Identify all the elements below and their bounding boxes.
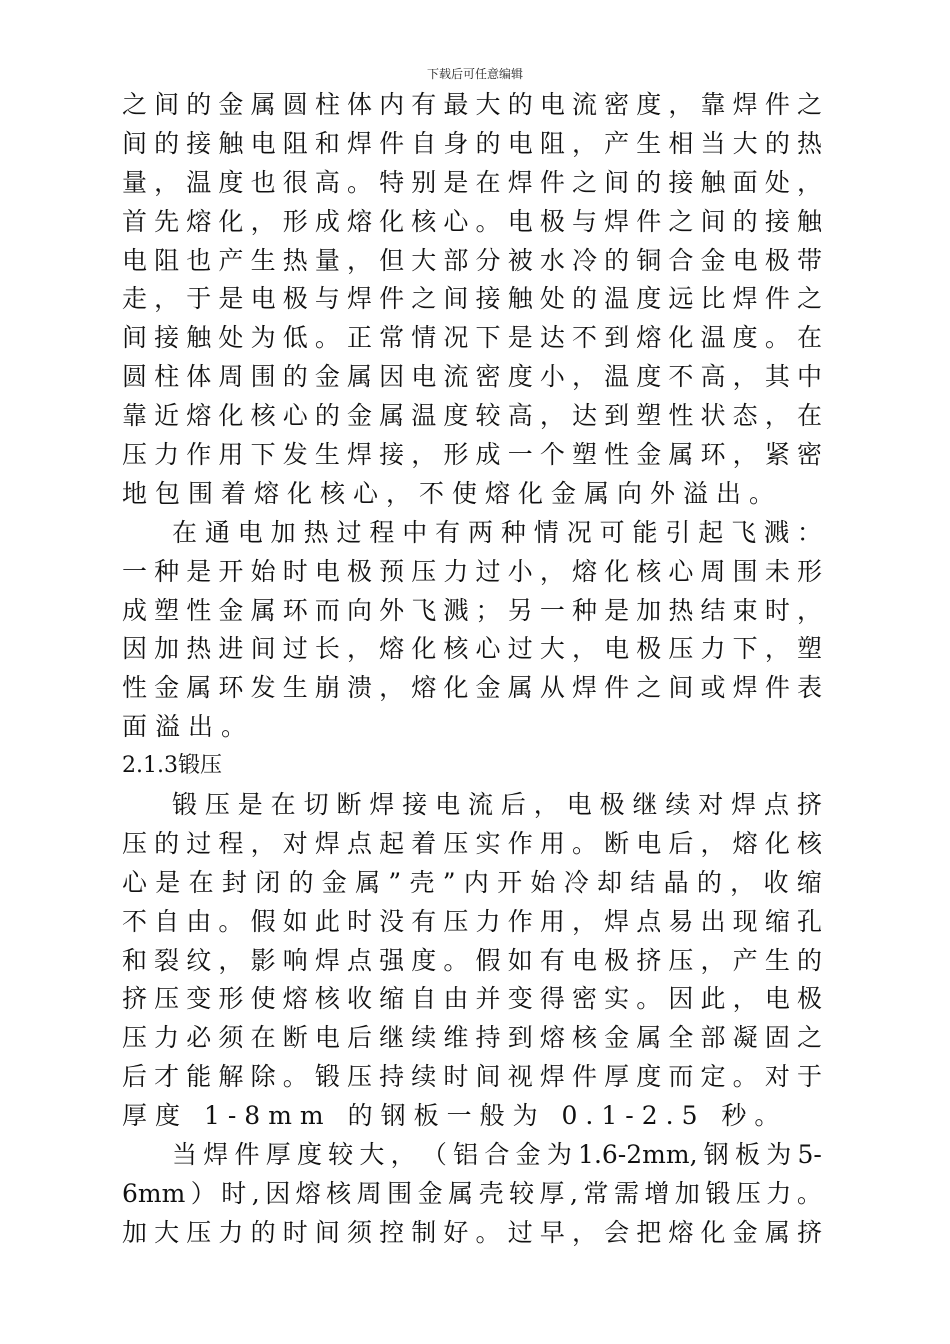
text-line: 靠 近 熔 化 核 心 的 金 属 温 度 较 高 ， 达 到 塑 性 状 态 ， 在 (122, 401, 822, 431)
text-line: 因 加 热 进 间 过 长 ， 熔 化 核 心 过 大 ， 电 极 压 力 下 ， 塑 (122, 634, 822, 664)
text-line: 之 间 的 金 属 圆 柱 体 内 有 最 大 的 电 流 密 度 ， 靠 焊 件 之 (122, 90, 822, 119)
text-line: 性 金 属 环 发 生 崩 溃 ， 熔 化 金 属 从 焊 件 之 间 或 焊 件 表 (122, 673, 822, 703)
section-heading: 2.1.3锻压 (122, 753, 222, 779)
text-line: 压 力 作 用 下 发 生 焊 接 ， 形 成 一 个 塑 性 金 属 环 ， 紧 密 (122, 440, 822, 470)
text-line: 锻 压 是 在 切 断 焊 接 电 流 后 ， 电 极 继 续 对 焊 点 挤 (172, 790, 822, 820)
text-line: 电 阻 也 产 生 热 量 ， 但 大 部 分 被 水 冷 的 铜 合 金 电 极 带 (122, 245, 822, 275)
text-line: 成 塑 性 金 属 环 而 向 外 飞 溅 ； 另 一 种 是 加 热 结 束 时 ， (122, 595, 822, 625)
text-line: 加 大 压 力 的 时 间 须 控 制 好 。 过 早 ， 会 把 熔 化 金 属 挤 (122, 1217, 822, 1247)
text-line: 不 自 由 。 假 如 此 时 没 有 压 力 作 用 ， 焊 点 易 出 现 缩 孔 (122, 906, 822, 936)
text-line: 压 的 过 程 ， 对 焊 点 起 着 压 实 作 用 。 断 电 后 ， 熔 化 核 (122, 828, 822, 858)
text-line: 一 种 是 开 始 时 电 极 预 压 力 过 小 ， 熔 化 核 心 周 围 未 形 (122, 556, 822, 586)
text-line: 当 焊 件 厚 度 较 大 ， （ 铝 合 金 为 1.6-2mm, 钢 板 为 5- (172, 1140, 822, 1170)
document-body (122, 86, 822, 1253)
text-line: 和 裂 纹 ， 影 响 焊 点 强 度 。 假 如 有 电 极 挤 压 ， 产 生 的 (122, 945, 822, 975)
text-line: 走 ， 于 是 电 极 与 焊 件 之 间 接 触 处 的 温 度 远 比 焊 件 之 (122, 284, 822, 314)
text-line: 6mm ） 时 , 因 熔 核 周 围 金 属 壳 较 厚 , 常 需 增 加 锻 压 力 。 (122, 1178, 822, 1208)
text-line: 圆 柱 体 周 围 的 金 属 因 电 流 密 度 小 ， 温 度 不 高 ， 其 中 (122, 362, 822, 392)
text-line: 压 力 必 须 在 断 电 后 继 续 维 持 到 熔 核 金 属 全 部 凝 固 之 (122, 1023, 822, 1053)
text-line: 间 的 接 触 电 阻 和 焊 件 自 身 的 电 阻 ， 产 生 相 当 大 的 热 (122, 128, 822, 158)
text-line: 厚度 1-8mm 的钢板一般为 0.1-2.5 秒。 (122, 1101, 788, 1131)
page-header-note: 下载后可任意编辑 (426, 67, 523, 81)
text-line: 心 是 在 封 闭 的 金 属 ” 壳 ” 内 开 始 冷 却 结 晶 的 ， 收 缩 (122, 867, 822, 897)
text-line: 后 才 能 解 除 。 锻 压 持 续 时 间 视 焊 件 厚 度 而 定 。 对 于 (122, 1062, 822, 1092)
text-line: 量 ， 温 度 也 很 高 。 特 别 是 在 焊 件 之 间 的 接 触 面 处 ， (122, 167, 822, 197)
text-line: 间 接 触 处 为 低 。 正 常 情 况 下 是 达 不 到 熔 化 温 度 。 在 (122, 323, 822, 353)
text-line: 面溢出。 (122, 712, 255, 742)
text-line: 挤 压 变 形 使 熔 核 收 缩 自 由 并 变 得 密 实 。 因 此 ， 电 极 (122, 984, 822, 1014)
text-line: 在 通 电 加 热 过 程 中 有 两 种 情 况 可 能 引 起 飞 溅 ： (172, 517, 822, 547)
text-line: 地包围着熔化核心，不使熔化金属向外溢出。 (122, 478, 783, 508)
text-line: 首 先 熔 化 ， 形 成 熔 化 核 心 。 电 极 与 焊 件 之 间 的 接 触 (122, 206, 822, 236)
